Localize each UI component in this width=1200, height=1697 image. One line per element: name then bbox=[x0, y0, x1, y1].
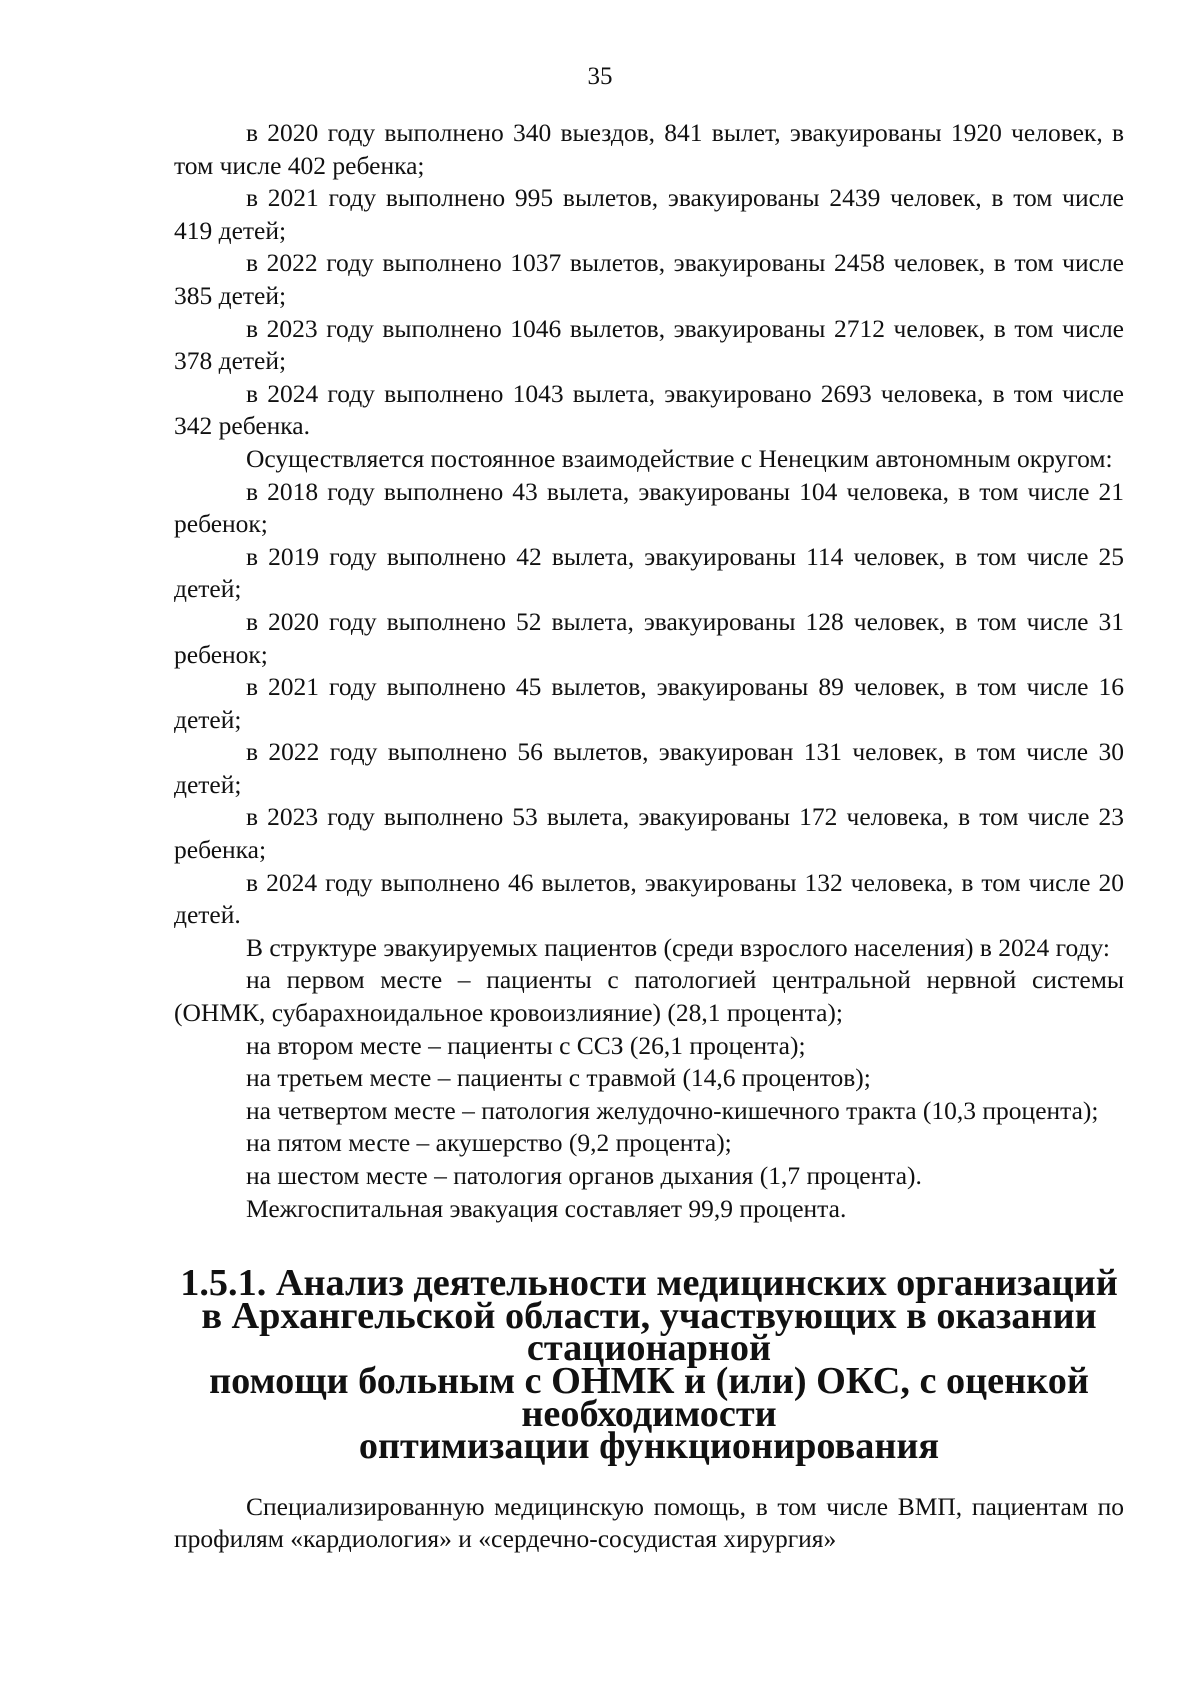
paragraph: в 2021 году выполнено 995 вылетов, эвакуированы 2439 человек, в том числе 419 детей; bbox=[174, 183, 1124, 245]
paragraph: в 2018 году выполнено 43 вылета, эвакуированы 104 человека, в том числе 21 ребенок; bbox=[174, 476, 1124, 539]
paragraph: в 2019 году выполнено 42 вылета, эвакуированы 114 человек, в том числе 25 детей; bbox=[174, 541, 1124, 604]
section-heading-line: помощи больным с ОНМК и (или) ОКС, с оценкой необходимости bbox=[209, 1359, 1089, 1435]
paragraph: на пятом месте – акушерство (9,2 процента); bbox=[246, 1128, 732, 1158]
paragraph: в 2024 году выполнено 46 вылетов, эвакуированы 132 человека, в том числе 20 детей. bbox=[174, 867, 1124, 930]
paragraph: В структуре эвакуируемых пациентов (среди взрослого населения) в 2024 году: bbox=[246, 932, 1110, 962]
paragraph: в 2021 году выполнено 45 вылетов, эвакуированы 89 человек, в том числе 16 детей; bbox=[174, 672, 1124, 734]
paragraph: Специализированную медицинскую помощь, в том числе ВМП, пациентам по профилям «кардиология» и «сердечно-сосудистая хирургия» bbox=[174, 1491, 1124, 1554]
paragraph: в 2023 году выполнено 53 вылета, эвакуированы 172 человека, в том числе 23 ребенка; bbox=[174, 802, 1124, 865]
paragraph: в 2024 году выполнено 1043 вылета, эвакуировано 2693 человека, в том числе 342 ребенка. bbox=[174, 378, 1124, 441]
section-heading-line: оптимизации функционирования bbox=[358, 1425, 940, 1468]
paragraph: на шестом месте – патология органов дыхания (1,7 процента). bbox=[246, 1161, 922, 1190]
paragraph: в 2020 году выполнено 340 выездов, 841 вылет, эвакуированы 1920 человек, в том числе 402 ребенка; bbox=[174, 118, 1124, 180]
paragraph: на третьем месте – пациенты с травмой (14,6 процентов); bbox=[246, 1063, 871, 1093]
paragraph: Осуществляется постоянное взаимодействие с Ненецким автономным округом: bbox=[246, 443, 1113, 473]
section-heading-line: в Архангельской области, участвующих в оказании стационарной bbox=[201, 1294, 1097, 1370]
paragraph: на втором месте – пациенты с ССЗ (26,1 процента); bbox=[246, 1030, 806, 1060]
page-number: 35 bbox=[587, 63, 613, 90]
paragraph: в 2022 году выполнено 56 вылетов, эвакуирован 131 человек, в том числе 30 детей; bbox=[174, 737, 1124, 799]
paragraph: Межгоспитальная эвакуация составляет 99,9 процента. bbox=[246, 1193, 847, 1223]
paragraph: в 2023 году выполнено 1046 вылетов, эвакуированы 2712 человек, в том числе 378 детей; bbox=[174, 313, 1124, 376]
document-body bbox=[174, 117, 1124, 1556]
paragraph: на первом месте – пациенты с патологией центральной нервной системы (ОНМК, субарахноидальное кровоизлияние) (28,1 процента); bbox=[174, 965, 1124, 1028]
paragraph: в 2020 году выполнено 52 вылета, эвакуированы 128 человек, в том числе 31 ребенок; bbox=[174, 606, 1124, 669]
section-heading-line: 1.5.1. Анализ деятельности медицинских организаций bbox=[180, 1262, 1118, 1305]
section-heading bbox=[174, 1262, 1124, 1468]
paragraph: в 2022 году выполнено 1037 вылетов, эвакуированы 2458 человек, в том числе 385 детей; bbox=[174, 248, 1124, 310]
paragraph: на четвертом месте – патология желудочно-кишечного тракта (10,3 процента); bbox=[246, 1095, 1099, 1125]
